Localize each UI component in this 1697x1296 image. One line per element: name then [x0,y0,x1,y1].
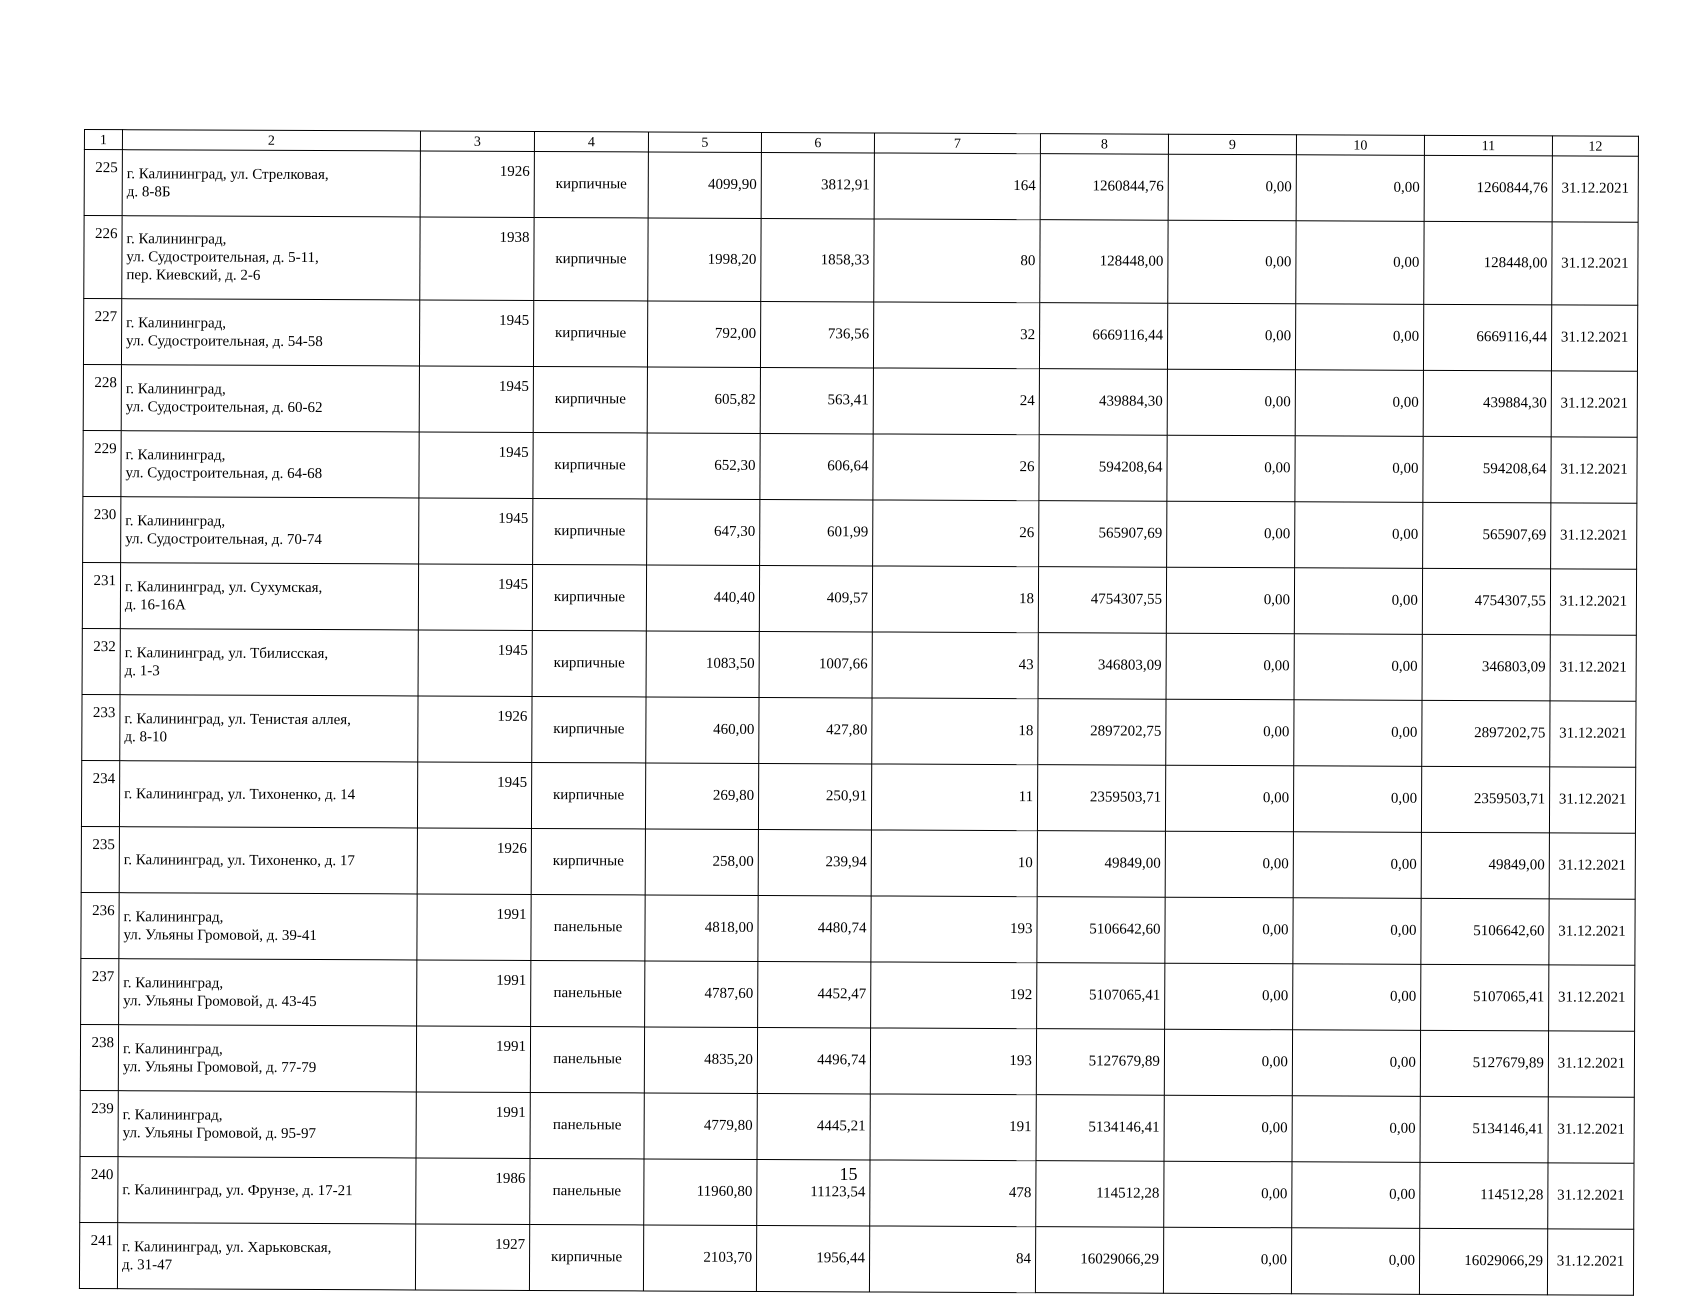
wall-material-cell: кирпичные [534,217,648,300]
federal-funds-cell: 0,00 [1168,154,1296,221]
regional-funds-cell: 0,00 [1295,304,1423,371]
regional-funds-cell: 0,00 [1292,1030,1420,1097]
table-row [82,694,1636,767]
table-row [80,1024,1634,1097]
regional-funds-cell: 0,00 [1292,1162,1420,1229]
address-line: ул. Судостроительная, д. 54-58 [126,332,323,350]
total-cost-cell: 16029066,29 [1035,1227,1163,1294]
address-line: ул. Ульяны Громовой, д. 39-41 [123,926,317,944]
column-header: 8 [1040,134,1168,155]
federal-funds-cell: 0,00 [1165,897,1293,964]
address-line: пер. Киевский, д. 2-6 [126,267,261,284]
address-line: ул. Судостроительная, д. 70-74 [125,530,322,548]
federal-funds-cell: 0,00 [1166,633,1294,700]
address-line: г. Калининград, [122,1040,223,1058]
address-line: г. Калининград, [126,314,227,332]
column-header: 3 [420,131,534,151]
federal-funds-cell: 0,00 [1165,831,1293,898]
total-area-cell: 440,40 [646,565,759,631]
living-area-cell: 11123,54 [757,1159,870,1225]
residents-count-cell: 11 [871,764,1037,831]
living-area-cell: 409,57 [759,565,872,631]
address-cell [120,629,418,696]
table-row [83,364,1637,437]
completion-date-cell: 31.12.2021 [1548,1097,1634,1163]
total-area-cell: 647,30 [647,499,760,565]
column-header: 4 [534,131,648,151]
total-area-cell: 269,80 [645,763,758,829]
year-built-cell: 1927 [415,1224,529,1290]
federal-funds-cell: 0,00 [1166,567,1294,634]
residents-count-cell: 18 [872,698,1038,765]
completion-date-cell: 31.12.2021 [1549,767,1635,833]
table-row [84,150,1638,223]
table-row [83,299,1637,372]
completion-date-cell: 31.12.2021 [1547,1229,1633,1295]
address-cell [119,827,417,894]
owner-funds-cell: 5134146,41 [1420,1096,1548,1163]
total-area-cell: 460,00 [646,697,759,763]
address-line: ул. Судостроительная, д. 60-62 [125,398,323,416]
address-cell [121,365,419,432]
living-area-cell: 3812,91 [761,152,874,218]
owner-funds-cell: 16029066,29 [1419,1228,1547,1295]
residents-count-cell: 193 [870,1028,1036,1095]
living-area-cell: 563,41 [760,367,873,433]
federal-funds-cell: 0,00 [1164,1029,1292,1096]
total-area-cell: 4099,90 [648,152,761,218]
completion-date-cell: 31.12.2021 [1549,965,1635,1031]
regional-funds-cell: 0,00 [1294,700,1422,767]
residents-count-cell: 192 [871,962,1037,1029]
owner-funds-cell: 49849,00 [1421,832,1549,899]
regional-funds-cell: 0,00 [1296,155,1424,222]
year-built-cell: 1926 [420,151,534,217]
column-header: 10 [1296,135,1424,156]
year-built-cell: 1991 [416,1092,530,1158]
owner-funds-cell: 346803,09 [1422,634,1550,701]
total-cost-cell: 49849,00 [1037,831,1165,898]
residents-count-cell: 18 [872,566,1038,633]
column-header: 7 [874,133,1040,154]
regional-funds-cell: 0,00 [1295,502,1423,569]
total-area-cell: 4787,60 [645,961,758,1027]
year-built-cell: 1945 [418,564,532,630]
wall-material-cell: кирпичные [533,432,647,498]
living-area-cell: 1956,44 [756,1225,869,1291]
total-cost-cell: 2359503,71 [1037,765,1165,832]
owner-funds-cell: 2897202,75 [1422,700,1550,767]
table-row [81,958,1635,1031]
completion-date-cell: 31.12.2021 [1552,222,1638,305]
residents-count-cell: 43 [872,632,1038,699]
owner-funds-cell: 594208,64 [1423,436,1551,503]
owner-funds-cell: 114512,28 [1420,1162,1548,1229]
total-area-cell: 1083,50 [646,631,759,697]
address-line: ул. Судостроительная, д. 64-68 [125,464,323,482]
residents-count-cell: 24 [873,368,1039,435]
row-number-cell: 236 [81,892,119,958]
address-line: г. Калининград, ул. Сухумская, [124,578,323,596]
completion-date-cell: 31.12.2021 [1550,569,1636,635]
column-header: 11 [1424,135,1552,156]
year-built-cell: 1945 [419,432,533,498]
address-line: г. Калининград, ул. Харьковская, [122,1238,332,1256]
federal-funds-cell: 0,00 [1167,303,1295,370]
year-built-cell: 1991 [417,960,531,1026]
federal-funds-cell: 0,00 [1166,699,1294,766]
living-area-cell: 4445,21 [757,1093,870,1159]
completion-date-cell: 31.12.2021 [1551,503,1637,569]
total-cost-cell: 5134146,41 [1036,1095,1164,1162]
federal-funds-cell: 0,00 [1164,1095,1292,1162]
residents-count-cell: 164 [874,153,1040,220]
row-number-cell: 238 [80,1024,118,1090]
column-header: 1 [84,130,122,150]
wall-material-cell: кирпичные [533,300,647,366]
owner-funds-cell: 5107065,41 [1421,964,1549,1031]
wall-material-cell: кирпичные [532,630,646,696]
residents-count-cell: 478 [870,1160,1036,1227]
completion-date-cell: 31.12.2021 [1549,899,1635,965]
federal-funds-cell: 0,00 [1164,1161,1292,1228]
total-cost-cell: 594208,64 [1039,435,1167,502]
owner-funds-cell: 4754307,55 [1422,568,1550,635]
address-cell [118,1091,416,1158]
residents-count-cell: 80 [874,219,1040,303]
total-cost-cell: 2897202,75 [1038,699,1166,766]
total-area-cell: 792,00 [647,301,760,367]
living-area-cell: 4480,74 [758,895,871,961]
wall-material-cell: кирпичные [533,366,647,432]
wall-material-cell: кирпичные [531,828,645,894]
table-row [83,430,1637,503]
owner-funds-cell: 2359503,71 [1421,766,1549,833]
address-cell [121,299,419,366]
regional-funds-cell: 0,00 [1293,832,1421,899]
table-row [83,496,1637,569]
table-row [81,892,1635,965]
address-cell [117,1223,415,1290]
federal-funds-cell: 0,00 [1163,1227,1291,1294]
row-number-cell: 227 [83,299,121,365]
total-cost-cell: 346803,09 [1038,633,1166,700]
year-built-cell: 1991 [417,894,531,960]
address-line: г. Калининград, ул. Тенистая аллея, [124,710,351,728]
wall-material-cell: панельные [530,1026,644,1092]
address-line: г. Калининград, [125,446,226,464]
wall-material-cell: кирпичные [532,564,646,630]
row-number-cell: 239 [80,1090,118,1156]
table-row [79,1222,1633,1295]
federal-funds-cell: 0,00 [1168,220,1296,304]
regional-funds-cell: 0,00 [1294,634,1422,701]
wall-material-cell: кирпичные [531,762,645,828]
owner-funds-cell: 565907,69 [1423,502,1551,569]
column-header: 9 [1168,134,1296,155]
residents-count-cell: 26 [873,500,1039,567]
federal-funds-cell: 0,00 [1167,369,1295,436]
address-line: г. Калининград, [125,380,226,398]
wall-material-cell: кирпичные [533,498,647,564]
living-area-cell: 427,80 [759,697,872,763]
column-header: 6 [761,132,874,152]
living-area-cell: 250,91 [758,763,871,829]
year-built-cell: 1926 [418,696,532,762]
address-line: д. 1-3 [124,662,160,679]
living-area-cell: 1858,33 [761,218,874,301]
owner-funds-cell: 439884,30 [1423,370,1551,437]
completion-date-cell: 31.12.2021 [1551,437,1637,503]
table-row [81,826,1635,899]
row-number-cell: 234 [81,760,119,826]
total-area-cell: 1998,20 [648,218,761,301]
total-area-cell: 4818,00 [645,895,758,961]
total-cost-cell: 5127679,89 [1036,1029,1164,1096]
address-line: г. Калининград, [122,1106,223,1124]
total-cost-cell: 1260844,76 [1040,154,1168,221]
total-cost-cell: 5106642,60 [1037,897,1165,964]
completion-date-cell: 31.12.2021 [1551,371,1637,437]
completion-date-cell: 31.12.2021 [1552,156,1638,222]
year-built-cell: 1945 [419,366,533,432]
address-cell [119,893,417,960]
address-line: д. 16-16А [124,596,186,613]
living-area-cell: 601,99 [760,499,873,565]
regional-funds-cell: 0,00 [1296,221,1424,305]
federal-funds-cell: 0,00 [1165,765,1293,832]
year-built-cell: 1945 [419,300,533,366]
total-cost-cell: 5107065,41 [1037,963,1165,1030]
year-built-cell: 1945 [417,762,531,828]
year-built-cell: 1945 [418,630,532,696]
row-number-cell: 240 [80,1156,118,1222]
total-area-cell: 11960,80 [644,1159,757,1225]
column-header: 5 [648,132,761,152]
regional-funds-cell: 0,00 [1295,370,1423,437]
total-area-cell: 652,30 [647,433,760,499]
address-line: д. 31-47 [122,1256,173,1273]
completion-date-cell: 31.12.2021 [1551,305,1637,371]
row-number-cell: 233 [82,694,120,760]
owner-funds-cell: 5106642,60 [1421,898,1549,965]
row-number-cell: 228 [83,364,121,430]
regional-funds-cell: 0,00 [1293,898,1421,965]
address-line: д. 8-10 [124,728,168,745]
address-line: ул. Ульяны Громовой, д. 77-79 [122,1058,317,1076]
address-line: г. Калининград, [126,231,227,248]
address-cell [122,150,420,217]
address-line: г. Калининград, ул. Тихоненко, д. 14 [124,785,356,803]
address-line: г. Калининград, ул. Тихоненко, д. 17 [123,851,355,869]
regional-funds-cell: 0,00 [1295,436,1423,503]
address-cell [121,431,419,498]
completion-date-cell: 31.12.2021 [1549,833,1635,899]
federal-funds-cell: 0,00 [1167,435,1295,502]
year-built-cell: 1945 [419,498,533,564]
address-line: г. Калининград, ул. Стрелковая, [126,165,329,183]
year-built-cell: 1986 [416,1158,530,1224]
residents-count-cell: 10 [871,830,1037,897]
completion-date-cell: 31.12.2021 [1548,1031,1634,1097]
owner-funds-cell: 5127679,89 [1420,1030,1548,1097]
residents-count-cell: 191 [870,1094,1036,1161]
living-area-cell: 736,56 [760,301,873,367]
total-cost-cell: 439884,30 [1039,369,1167,436]
year-built-cell: 1926 [417,828,531,894]
owner-funds-cell: 6669116,44 [1423,304,1551,371]
total-area-cell: 4835,20 [644,1027,757,1093]
owner-funds-cell: 128448,00 [1424,221,1552,305]
address-cell [118,1025,416,1092]
row-number-cell: 225 [84,150,122,216]
regional-funds-cell: 0,00 [1293,964,1421,1031]
table-row [82,628,1636,701]
address-line: ул. Ульяны Громовой, д. 43-45 [123,992,317,1010]
federal-funds-cell: 0,00 [1165,963,1293,1030]
living-area-cell: 4496,74 [757,1027,870,1093]
residents-count-cell: 193 [871,896,1037,963]
address-line: д. 8-8Б [126,183,171,200]
address-cell [122,216,420,300]
total-cost-cell: 6669116,44 [1039,303,1167,370]
living-area-cell: 606,64 [760,433,873,499]
address-line: ул. Ульяны Громовой, д. 95-97 [122,1124,317,1142]
living-area-cell: 1007,66 [759,631,872,697]
column-header: 2 [122,130,420,151]
address-cell [120,695,418,762]
regional-funds-cell: 0,00 [1293,766,1421,833]
address-cell [119,959,417,1026]
living-area-cell: 239,94 [758,829,871,895]
row-number-cell: 237 [81,958,119,1024]
regional-funds-cell: 0,00 [1291,1228,1419,1295]
wall-material-cell: кирпичные [534,151,648,217]
row-number-cell: 226 [84,216,122,299]
address-line: ул. Судостроительная, д. 5-11, [126,249,319,267]
completion-date-cell: 31.12.2021 [1550,635,1636,701]
address-cell [121,497,419,564]
residents-count-cell: 26 [873,434,1039,501]
living-area-cell: 4452,47 [758,961,871,1027]
row-number-cell: 230 [83,496,121,562]
total-area-cell: 2103,70 [643,1225,756,1291]
address-line: г. Калининград, [123,974,224,992]
table-row [82,562,1636,635]
residents-count-cell: 84 [869,1226,1035,1293]
row-number-cell: 229 [83,430,121,496]
address-line: г. Калининград, ул. Тбилисская, [124,644,329,662]
owner-funds-cell: 1260844,76 [1424,155,1552,222]
total-cost-cell: 565907,69 [1039,501,1167,568]
total-area-cell: 605,82 [647,367,760,433]
total-cost-cell: 4754307,55 [1038,567,1166,634]
total-cost-cell: 114512,28 [1036,1161,1164,1228]
table-row [81,760,1635,833]
year-built-cell: 1991 [416,1026,530,1092]
row-number-cell: 231 [82,562,120,628]
wall-material-cell: панельные [531,960,645,1026]
completion-date-cell: 31.12.2021 [1550,701,1636,767]
regional-funds-cell: 0,00 [1294,568,1422,635]
wall-material-cell: панельные [530,1158,644,1224]
federal-funds-cell: 0,00 [1167,501,1295,568]
total-cost-cell: 128448,00 [1040,220,1168,304]
address-line: г. Калининград, ул. Фрунзе, д. 17-21 [122,1181,353,1199]
page-number: 15 [839,1164,858,1184]
total-area-cell: 258,00 [645,829,758,895]
address-cell [120,563,418,630]
table-row [80,1090,1634,1163]
address-cell [119,761,417,828]
address-line: г. Калининград, [125,512,226,530]
table-row [84,216,1638,306]
row-number-cell: 235 [81,826,119,892]
residents-count-cell: 32 [873,302,1039,369]
wall-material-cell: кирпичные [529,1224,643,1290]
wall-material-cell: кирпичные [532,696,646,762]
wall-material-cell: панельные [530,1092,644,1158]
year-built-cell: 1938 [420,217,534,300]
row-number-cell: 232 [82,628,120,694]
completion-date-cell: 31.12.2021 [1548,1163,1634,1229]
wall-material-cell: панельные [531,894,645,960]
total-area-cell: 4779,80 [644,1093,757,1159]
row-number-cell: 241 [79,1222,117,1288]
regional-funds-cell: 0,00 [1292,1096,1420,1163]
address-line: г. Калининград, [123,908,224,926]
housing-registry-table [79,129,1639,1296]
column-header: 12 [1552,136,1638,156]
